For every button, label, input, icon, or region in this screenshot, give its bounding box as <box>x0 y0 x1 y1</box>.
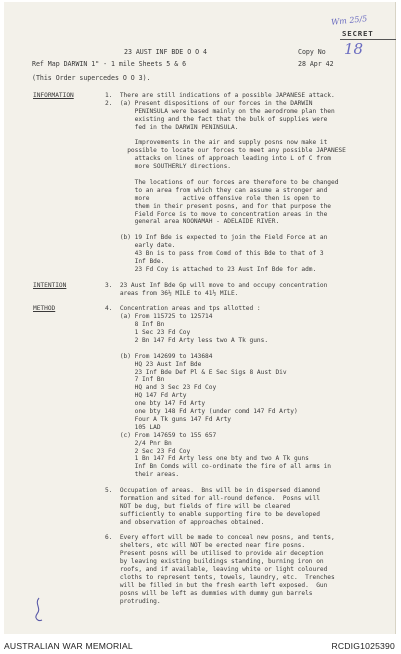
body-line: Inf Bde. <box>105 257 165 265</box>
body-line: Improvements in the air and supply posns now make it <box>105 139 328 147</box>
body-line: 43 Bn is to pass from Comd of this Bde to that of 3 <box>105 250 324 257</box>
body-line: (a) From 115725 to 125714 <box>105 313 213 321</box>
body-line: Four A Tk guns 147 Fd Arty <box>105 415 231 423</box>
body-line: shelters, etc will NOT be erected near fire posns. <box>105 542 306 550</box>
body-line: protruding. <box>105 597 161 605</box>
section-heading: INTENTION <box>33 281 67 289</box>
body-line: 5. Occupation of areas. Bns will be in dispersed diamond <box>105 487 320 494</box>
body-line: 2 Bn 147 Fd Arty less two A Tk guns. <box>105 336 269 344</box>
body-line: PENINSULA were based mainly on the aerodrome plan then <box>105 107 335 115</box>
body-line: NOT be dug, but fields of fire will be cleared <box>105 502 291 510</box>
body-line: by leaving existing buildings standing, burning iron on <box>105 558 324 566</box>
body-line: will be filled in but the fresh earth left exposed. Gun <box>105 581 328 589</box>
body-line: sufficiently to enable supporting fire to be developed <box>105 510 320 518</box>
body-line: HQ and 3 Sec 23 Fd Coy <box>105 384 217 392</box>
body-line: The locations of our forces are therefore to be changed <box>105 178 339 186</box>
classification-stamp: SECRET <box>342 29 374 38</box>
body-line: their areas. <box>105 471 180 479</box>
order-title: 23 AUST INF BDE O O 4 <box>124 48 207 56</box>
body-line: formation and sited for all-round defence. Posns will <box>105 494 320 502</box>
body-line: HQ 23 Aust Inf Bde <box>105 360 202 368</box>
body-line: 1 Bn 147 Fd Arty less one bty and two A Tk guns <box>105 455 309 463</box>
body-line: (b) From 142699 to 143684 <box>105 352 213 360</box>
body-line: 3. 23 Aust Inf Bde Gp will move to and occupy concentration <box>105 281 328 289</box>
body-line: one bty 147 Fd Arty <box>105 400 206 408</box>
body-line: and observation of approaches obtained. <box>105 518 265 526</box>
body-line: 1. There are still indications of a possible JAPANESE attack. <box>105 92 335 99</box>
body-line: HQ 147 Fd Arty <box>105 392 187 400</box>
body-line: 7 Inf Bn <box>105 376 165 384</box>
body-line: Inf Bn Comds will co-ordinate the fire of all arms in <box>105 463 332 471</box>
body-line: one bty 148 Fd Arty (under comd 147 Fd Arty) <box>105 408 298 415</box>
body-line: existing and the fact that the bulk of supplies were <box>105 115 328 123</box>
body-line: areas from 36½ MILE to 41½ MILE. <box>105 289 239 297</box>
body-line: (b) 19 Inf Bde is expected to join the Field Force at an <box>105 234 328 242</box>
body-line: attacks on lines of approach leading into L of C from <box>105 155 332 163</box>
body-line: them in their present posns, and for that purpose the <box>105 202 332 210</box>
body-line: 23 Inf Bde Def Pl & E Sec Sigs 8 Aust Div <box>105 368 287 376</box>
body-line: cloths to represent tents, towels, laundry, etc. Trenches <box>105 573 335 581</box>
body-line: 2 Sec 23 Fd Coy <box>105 447 191 455</box>
body-line: 8 Inf Bn <box>105 321 165 329</box>
body-line: Present posns will be utilised to provide air deception <box>105 550 324 558</box>
section-heading: METHOD <box>33 305 56 313</box>
ref-map: Ref Map DARWIN 1" - 1 mile Sheets 5 & 6 <box>32 60 187 68</box>
body-line: posns will be left as dummies with dummy gun barrels <box>105 589 313 597</box>
body-line: 1 Sec 23 Fd Coy <box>105 329 191 336</box>
body-line: 2. (a) Present dispositions of our forces in the DARWIN <box>105 99 313 107</box>
copy-number: 18 <box>344 40 364 58</box>
body-line: early date. <box>105 242 176 250</box>
record-id: RCDIG1025390 <box>331 641 395 651</box>
body-line: to an area from which they can assume a stronger and <box>105 186 328 194</box>
order-date: 28 Apr 42 <box>298 60 334 68</box>
body-line: 23 Fd Coy is attached to 23 Aust Inf Bde for adm. <box>105 265 317 273</box>
body-line: more active offensive role then is open to <box>105 194 320 202</box>
body-line: more SOUTHERLY directions. <box>105 163 231 171</box>
body-line: 2/4 Pnr Bn <box>105 439 172 447</box>
supersedes-note: (This Order supercedes O O 3). <box>32 74 151 82</box>
body-line: (c) From 147659 to 155 657 <box>105 431 217 439</box>
copy-label: Copy No <box>298 48 326 56</box>
body-line: possible to locate our forces to meet any possible JAPANESE <box>105 147 346 155</box>
document-page <box>4 2 396 634</box>
archive-name: AUSTRALIAN WAR MEMORIAL <box>4 641 133 651</box>
signature-mark <box>30 596 46 624</box>
body-line: 4. Concentration areas and tps allotted : <box>105 305 261 313</box>
body-line: roofs, and if available, leaving white or light coloured <box>105 566 328 573</box>
body-line: 6. Every effort will be made to conceal new posns, and tents, <box>105 534 335 542</box>
body-line: fed in the DARWIN PENINSULA. <box>105 123 239 131</box>
body-line: general area NOONAMAH - ADELAIDE RIVER. <box>105 218 280 226</box>
section-heading: INFORMATION <box>33 92 74 99</box>
handwritten-reference: Wm 25/5 <box>330 14 368 27</box>
body-line: 105 LAD <box>105 423 161 431</box>
archive-footer <box>0 638 401 654</box>
body-line: Field Force is to move to concentration areas in the <box>105 210 328 218</box>
